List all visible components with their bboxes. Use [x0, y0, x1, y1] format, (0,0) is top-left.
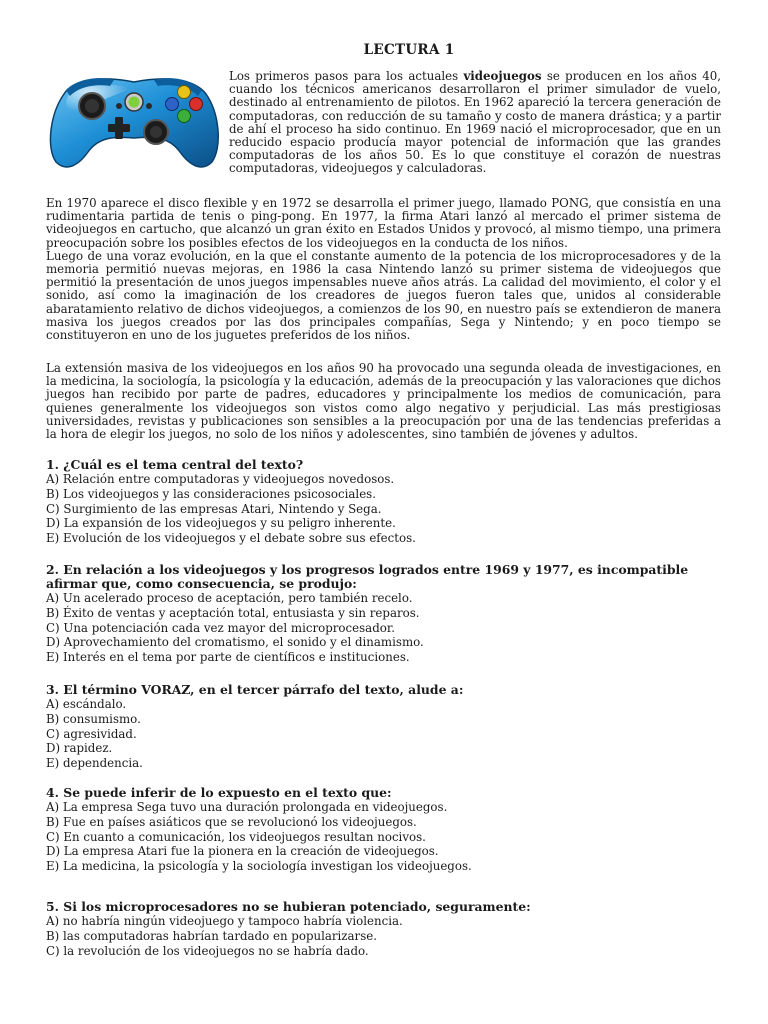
question-4	[46, 786, 736, 874]
question-title: 3. El término VORAZ, en el tercer párrafo del texto, alude a:	[46, 682, 464, 697]
answer-option: E) dependencia.	[46, 756, 143, 771]
answer-option: D) rapidez.	[46, 741, 113, 756]
answer-option: E) Evolución de los videojuegos y el debate sobre sus efectos.	[46, 531, 416, 546]
answer-option: B) consumismo.	[46, 711, 141, 726]
title-text: LECTURA 1	[363, 42, 455, 58]
paragraph-voraz: Luego de una voraz evolución, en la que el constante aumento de la potencia de los microprocesadores y de la memoria permitió nuevas mejoras, en 1986 la casa Nintendo lanzó su primer sistema de videojuegos que permitió la presentación de unos juegos impensables nueve años atrás. La calidad del movimiento, el color y el sonido, así como la imaginación de los creadores de juegos fueron tales que, unidos al considerable abaratamiento relativo de dichos videojuegos, a comienzos de los 90, en nuestro país se extendieron de manera masiva los juegos creados por las dos principales compañías, Sega y Nintendo; y en poco tiempo se constituyeron en uno de los juguetes preferidos de los niños.	[46, 248, 721, 343]
question-title: 2. En relación a los videojuegos y los progresos logrados entre 1969 y 1977, es incompatible afirmar que, como consecuencia, se produjo:	[46, 562, 689, 591]
intro-text-start: Los primeros pasos para los actuales	[229, 69, 464, 83]
answer-option: B) Los videojuegos y las consideraciones psicosociales.	[46, 486, 376, 501]
start-button	[146, 103, 152, 109]
answer-option: E) Interés en el tema por parte de científicos e instituciones.	[46, 650, 410, 665]
answer-option: C) En cuanto a comunicación, los videojuegos resultan nocivos.	[46, 829, 426, 844]
question-title: 1. ¿Cuál es el tema central del texto?	[46, 457, 304, 472]
answer-option: B) Éxito de ventas y aceptación total, entusiasta y sin reparos.	[46, 605, 420, 620]
question-1	[46, 458, 736, 546]
controller-illustration	[44, 66, 224, 174]
answer-option: D) Aprovechamiento del cromatismo, el sonido y el dinamismo.	[46, 635, 424, 650]
intro-text-end: se producen en los años 40, cuando los técnicos americanos desarrollaron el primer simulador de vuelo, destinado al entrenamiento de pilotos. En 1962 apareció la tercera generación de computadoras, con reducción de su tamaño y costo de manera drástica; y a partir de ahí el proceso ha sido continuo. En 1969 nació el microprocesador, que en un reducido espacio producía mayor potencial de información que las grandes computadoras de los años 50. Es lo que constituye el corazón de nuestras computadoras, videojuegos y calculadoras.	[229, 69, 721, 176]
answer-option: A) no habría ningún videojuego y tampoco habría violencia.	[46, 914, 403, 928]
answer-option: C) Surgimiento de las empresas Atari, Nintendo y Sega.	[46, 501, 382, 516]
answer-option: C) agresividad.	[46, 726, 137, 741]
answer-option: D) La expansión de los videojuegos y su peligro inherente.	[46, 516, 396, 531]
question-title: 4. Se puede inferir de lo expuesto en el texto que:	[46, 785, 392, 800]
paragraph-1970: En 1970 aparece el disco flexible y en 1972 se desarrolla el primer juego, llamado PONG, que consistía en una rudimentaria partida de tenis o ping-pong. En 1977, la firma Atari lanzó al mercado el primer sistema de videojuegos en cartucho, que alcanzó un gran éxito en Estados Unidos y provocó, al mismo tiempo, una primera preocupación sobre los posibles efectos de los videojuegos en la conducta de los niños.	[46, 196, 721, 250]
question-2	[46, 563, 736, 665]
answer-option: C) la revolución de los videojuegos no se habría dado.	[46, 943, 369, 958]
answer-option: A) escándalo.	[46, 697, 127, 711]
answer-option: B) Fue en países asiáticos que se revolucionó los videojuegos.	[46, 814, 417, 829]
answer-option: E) La medicina, la psicología y la sociología investigan los videojuegos.	[46, 859, 472, 874]
paragraph-90s: La extensión masiva de los videojuegos en los años 90 ha provocado una segunda oleada de investigaciones, en la medicina, la sociología, la psicología y la educación, además de la preocupación y las valoraciones que dichos juegos han recibido por parte de padres, educadores y principalmente los medios de comunicación, para quienes generalmente los videojuegos son vistos como algo negativo y perjudicial. Las más prestigiosas universidades, revistas y publicaciones son sensibles a la preocupación por una de las tendencias preferidas a la hora de elegir los juegos, no solo de los niños y adolescentes, sino también de jóvenes y adultos.	[46, 361, 721, 442]
question-5	[46, 900, 736, 958]
back-button	[116, 103, 122, 109]
button-x	[166, 98, 179, 111]
button-b	[190, 98, 203, 111]
answer-option: D) La empresa Atari fue la pionera en la creación de videojuegos.	[46, 844, 439, 859]
answer-option: A) Un acelerado proceso de aceptación, pero también recelo.	[46, 591, 413, 605]
answer-option: B) las computadoras habrían tardado en popularizarse.	[46, 928, 377, 943]
intro-keyword: videojuegos	[463, 69, 542, 83]
answer-option: C) Una potenciación cada vez mayor del microprocesador.	[46, 620, 395, 635]
intro-paragraph	[229, 70, 721, 176]
question-3	[46, 683, 736, 771]
page-title	[0, 42, 768, 58]
answer-option: A) Relación entre computadoras y videojuegos novedosos.	[46, 472, 395, 486]
answer-option: A) La empresa Sega tuvo una duración prolongada en videojuegos.	[46, 800, 448, 814]
button-y	[178, 86, 191, 99]
game-controller-image	[44, 66, 224, 174]
body-paragraphs	[46, 197, 721, 342]
button-a	[178, 110, 191, 123]
question-title: 5. Si los microprocesadores no se hubieran potenciado, seguramente:	[46, 899, 531, 914]
body-paragraph-90s	[46, 362, 721, 441]
